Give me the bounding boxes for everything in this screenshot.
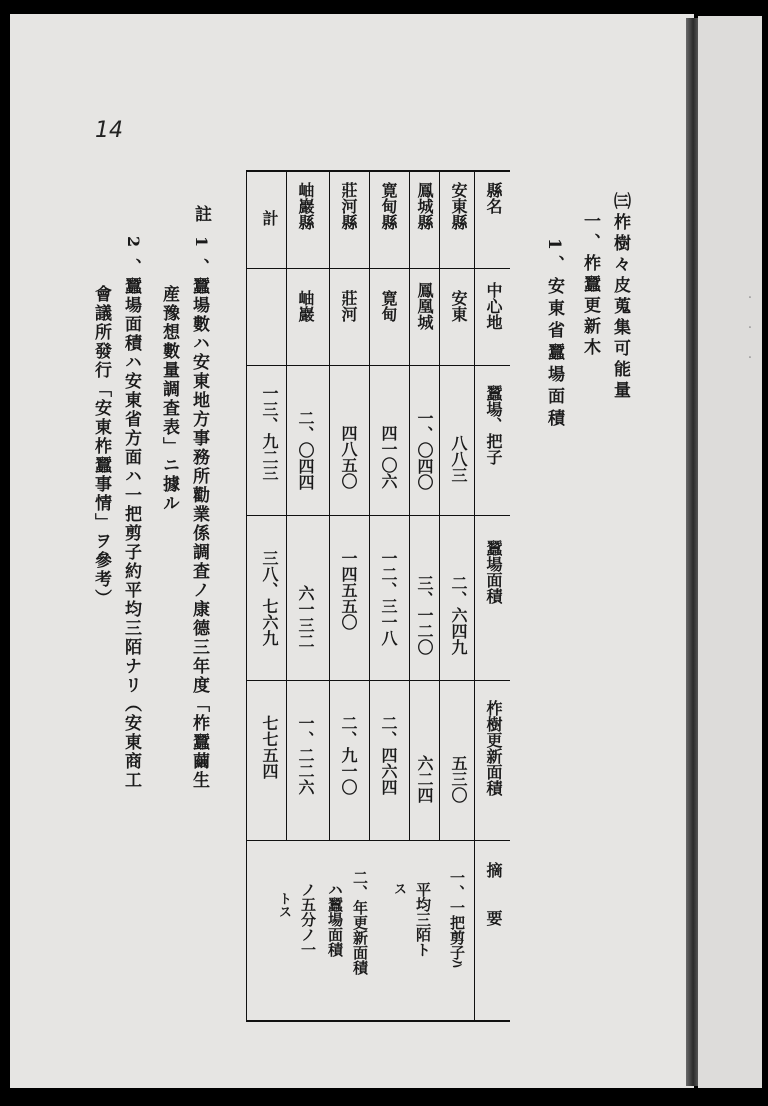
- remark-line: ハ蠶場面積: [326, 882, 344, 957]
- note-2-line-1: 、蠶場面積ハ安東省方面ハ一把剪子約平均三陌ナリ（安東商工: [121, 258, 141, 790]
- cell-bazi: 四一〇六: [379, 425, 398, 489]
- bleed-mark: ·: [747, 320, 753, 336]
- note-1-line-1: 、蠶場數ハ安東地方事務所勸業係調査ノ康德三年度「柞蠶繭生: [189, 258, 209, 790]
- cell-area: 一二、三一八: [379, 550, 398, 646]
- table-title: 1、安東省蠶場面積: [544, 238, 564, 431]
- cell-bazi: 一、〇四〇: [415, 410, 434, 490]
- remark-line: ス: [391, 882, 406, 895]
- header-county: 縣名: [484, 182, 503, 214]
- cell-renew: 二、四六四: [379, 715, 398, 795]
- subsection-heading: 一、柞蠶更新木: [580, 212, 600, 359]
- page-number: 14: [95, 118, 123, 143]
- cell-center: 安東: [449, 290, 468, 322]
- total-area: 三八、七六九: [260, 550, 279, 646]
- cell-renew: 六二四: [415, 755, 434, 803]
- cell-county: 寛甸縣: [379, 182, 398, 230]
- remark-line: 一、一把剪子ﾊ: [448, 870, 466, 968]
- cell-bazi: 八八三: [449, 435, 468, 483]
- cell-renew: 五三〇: [449, 755, 468, 803]
- cell-area: 二、六四九: [449, 575, 468, 655]
- total-renew: 七七五四: [260, 715, 279, 779]
- remark-line: 平均三陌ト: [414, 882, 432, 957]
- header-remarks: 摘 要: [484, 862, 503, 926]
- cell-renew: 二、九一〇: [339, 715, 358, 795]
- note-2-number: 2: [124, 236, 143, 248]
- cell-center: 岫巖: [296, 290, 315, 322]
- cell-bazi: 二、〇四四: [296, 410, 315, 490]
- cell-center: 寛甸: [379, 290, 398, 322]
- total-bazi: 一三、九二三: [260, 385, 279, 481]
- cell-center: 鳳凰城: [415, 282, 434, 330]
- total-label: 計: [260, 210, 279, 226]
- adjacent-page-edge: [698, 16, 762, 1088]
- note-2-line-2: 會議所發行「安東柞蠶事情」ヲ參考）: [91, 285, 111, 608]
- cell-renew: 一、二二六: [296, 715, 315, 795]
- bleed-mark: ·: [747, 350, 753, 366]
- cell-county: 岫巖縣: [296, 182, 315, 230]
- header-renew: 柞樹更新面積: [484, 700, 503, 796]
- cell-center: 莊河: [339, 290, 358, 322]
- remark-line: トス: [276, 892, 291, 918]
- book-spine: [686, 18, 698, 1086]
- remark-line: ノ五分ノ一: [299, 882, 317, 957]
- section-heading: ㈢柞樹々皮蒐集可能量: [610, 192, 630, 402]
- cell-county: 安東縣: [449, 182, 468, 230]
- cell-area: 一四五五〇: [339, 550, 358, 630]
- note-1-number: 1: [192, 236, 211, 248]
- header-bazi: 蠶場、把子: [484, 385, 503, 465]
- remark-line: 二、年更新面積: [351, 870, 369, 975]
- cell-area: 六一三二: [296, 585, 315, 649]
- header-center: 中心地: [484, 282, 503, 330]
- notes-label: 註: [191, 205, 211, 222]
- cell-county: 莊河縣: [339, 182, 358, 230]
- cell-county: 鳳城縣: [415, 182, 434, 230]
- cell-bazi: 四八五〇: [339, 425, 358, 489]
- bleed-mark: ·: [747, 290, 753, 306]
- sericulture-area-table: [246, 170, 510, 1030]
- note-1-line-2: 産豫想數量調査表」ニ據ル: [159, 285, 179, 513]
- header-area: 蠶場面積: [484, 540, 503, 604]
- cell-area: 三、一二〇: [415, 575, 434, 655]
